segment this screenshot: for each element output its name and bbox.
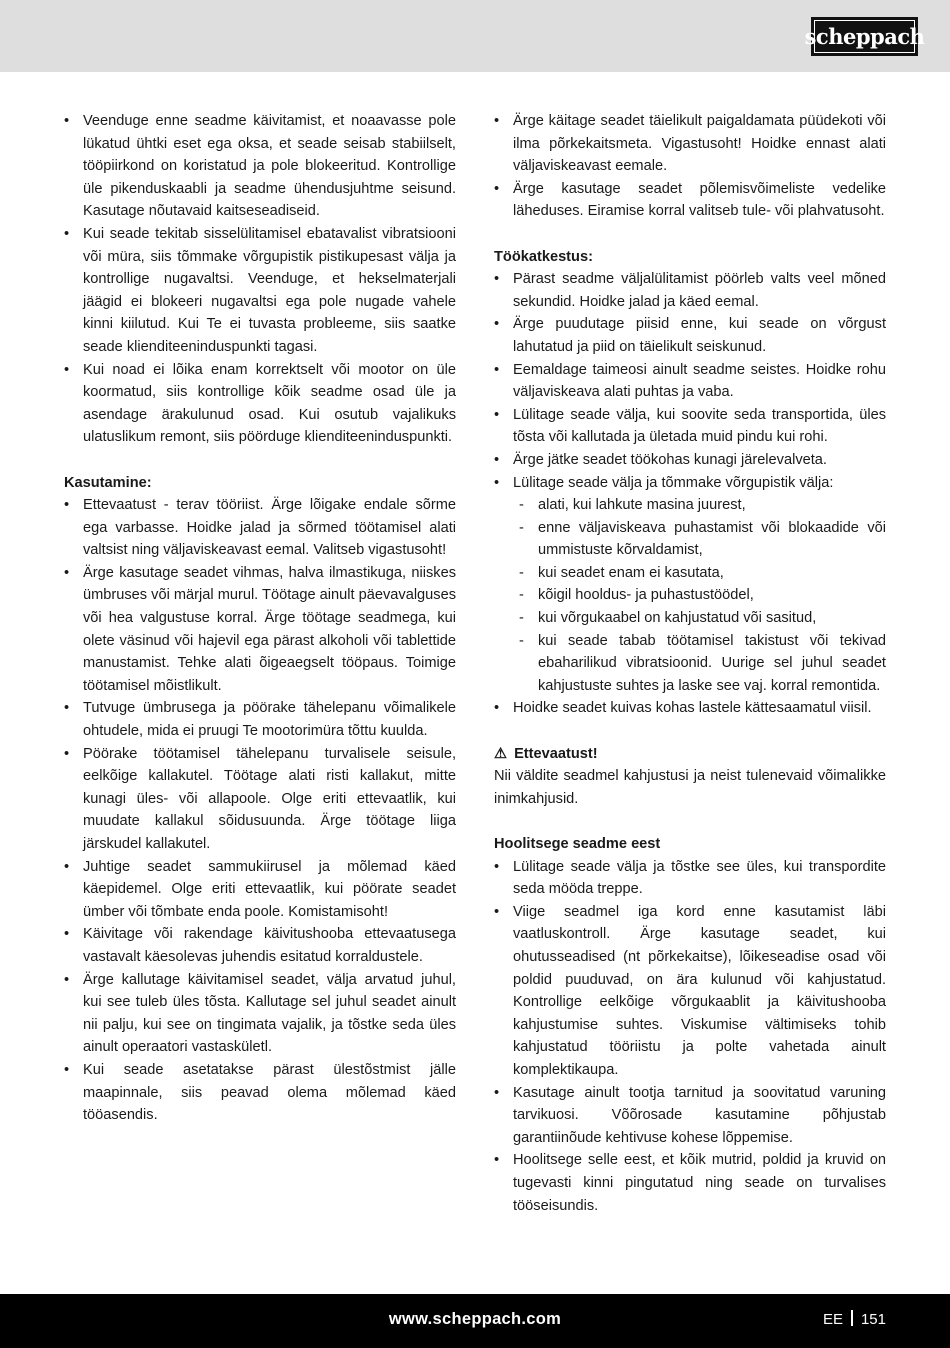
list-item: • Pärast seadme väljalülitamist pöörleb valts veel mõned sekundid. Hoidke jalad ja käed eemal. <box>494 268 886 313</box>
right-intro-list <box>494 110 886 223</box>
caution-heading-text: Ettevaatust! <box>514 745 598 762</box>
sub-list-item: - kui seade tabab töötamisel takistust või tekivad ebaharilikud vibratsioonid. Uurige sel juhul seadet kahjustuste suhtes ja laske see vaj. korral remontida. <box>519 630 886 698</box>
sub-list-item: - enne väljaviskeava puhastamist või blokaadide või ummistuste kõrvaldamist, <box>519 517 886 562</box>
list-item: • Lülitage seade välja, kui soovite seda transportida, üles tõsta või kallutada ja ületada muid pindu kui rohi. <box>494 404 886 449</box>
list-item: • Juhtige seadet sammukiirusel ja mõlemad käed käepidemel. Olge eriti ettevaatlik, kui pöörate seadet ümber või tõmbate enda poole. Komistamisoht! <box>64 856 456 924</box>
list-item: • Ärge jätke seadet töökohas kunagi järelevalveta. <box>494 449 886 472</box>
page-indicator <box>823 1310 886 1328</box>
sub-list-item: - kui seadet enam ei kasutata, <box>519 562 886 585</box>
left-column <box>64 110 456 1127</box>
footer-bar <box>0 1294 950 1348</box>
language-code: EE <box>822 1311 843 1328</box>
list-item: • Veenduge enne seadme käivitamist, et noaavasse pole lükatud ühtki eset ega oksa, et seade seisab stabiilselt, tööpiirkond on koristatud ja pole blokeeritud. Kontrollige üle pikenduskaabli ja seadme ühendusjuhtme seisund. Kasutage nõutavaid kaitseseadiseid. <box>64 110 456 223</box>
list-item: • Kui seade tekitab sisselülitamisel ebatavalist vibratsiooni või müra, siis tõmmake võrgupistik pistikupesast välja ja kontrollige nugavaltsi. Veenduge, et hekselmaterjali jäägid ei blokeeri nugavaltsi ega pole nugade vahele kinni kiilutud. Kui Te ei tuvasta probleeme, siis saatke seade klienditeeninduspunkti tagasi. <box>64 223 456 359</box>
list-item: • Pöörake töötamisel tähelepanu turvalisele seisule, eelkõige kallakutel. Töötage alati risti kallakut, mitte kunagi üles- või allapoole. Olge eriti ettevaatlik, kui muudate kallakul sõidusuunda. Ärge töötage liiga järskudel kallakutel. <box>64 743 456 856</box>
usage-list <box>64 494 456 1127</box>
sub-list-item: - kõigil hooldus- ja puhastustöödel, <box>519 584 886 607</box>
caution-heading <box>494 743 886 766</box>
list-item-text: Lülitage seade välja ja tõmmake võrgupistik välja: <box>513 474 834 491</box>
list-item: • Ettevaatust - terav tööriist. Ärge lõigake endale sõrme ega varbasse. Hoidke jalad ja sõrmed töötamisel alati valtsist ning väljaviskeavast eemal. Valitseb vigastusoht! <box>64 494 456 562</box>
list-item: • Viige seadmel iga kord enne kasutamist läbi vaatluskontroll. Ärge kasutage seadet, kui ohutusseadised (nt põrkekaitse), lõikeseadise osad või poldid puuduvad, on ära kulunud või kahjustatud. Kontrollige eelkõige võrgukaablit ja käivitushooba kahjustumise suhtes. Viskumise vältimiseks tohib kahjustatud tööriistu ja polte vahetada ainult komplektikaupa. <box>494 901 886 1082</box>
list-item: • Ärge kasutage seadet põlemisvõimeliste vedelike läheduses. Eiramise korral valitseb tule- või plahvatusoht. <box>494 178 886 223</box>
sub-list-item: - alati, kui lahkute masina juurest, <box>519 494 886 517</box>
care-list <box>494 856 886 1218</box>
list-item: • Ärge kallutage käivitamisel seadet, välja arvatud juhul, kui see tuleb üles tõsta. Kallutage sel juhul seadet ainult nii palju, kui see on tingimata vajalik, ja tõstke seda üles ainult operaatori vastaskületl. <box>64 969 456 1059</box>
list-item: • Kasutage ainult tootja tarnitud ja soovitatud varuning tarvikuosi. Võõrosade kasutamine põhjustab garantiinõude kehtivuse kohese lõppemise. <box>494 1082 886 1150</box>
sub-list-item: - kui võrgukaabel on kahjustatud või sasitud, <box>519 607 886 630</box>
list-item: • Ärge kasutage seadet vihmas, halva ilmastikuga, niiskes ümbruses või märjal murul. Töötage ainult päevavalguses või hea valgustuse korral. Ärge töötage seadmega, kui olete väsinud või hajevil ega pärast alkoholi või tablettide manustamist. Tehke alati õigeaegselt tööpaus. Toimige töötamisel mõistlikult. <box>64 562 456 698</box>
list-item: • Hoolitsege selle eest, et kõik mutrid, poldid ja kruvid on tugevasti kinni pingutatud ning seade on turvalises tööseisundis. <box>494 1149 886 1217</box>
caution-text: Nii väldite seadmel kahjustusi ja neist tulenevaid võimalikke inimkahjusid. <box>494 768 886 807</box>
section-heading-care: Hoolitsege seadme eest <box>494 836 661 852</box>
page-number: 151 <box>860 1311 886 1328</box>
right-column <box>494 110 886 1217</box>
list-item: • Ärge käitage seadet täielikult paigaldamata püüdekoti või ilma põrkekaitsmeta. Vigastusoht! Hoidke ennast alati väljaviskeavast eemale. <box>494 110 886 178</box>
section-heading-shutdown: Töökatkestus: <box>494 248 593 265</box>
section-heading-usage: Kasutamine: <box>64 474 152 491</box>
page-separator <box>851 1310 853 1326</box>
list-item: • Ärge puudutage piisid enne, kui seade on võrgust lahutatud ja piid on täielikult seiskunud. <box>494 313 886 358</box>
footer-website-link[interactable]: www.scheppach.com <box>388 1310 562 1328</box>
list-item: • Kui seade asetatakse pärast ülestõstmist jälle maapinnale, siis peavad olema mõlemad käed tööasendis. <box>64 1059 456 1127</box>
list-item: • Kui noad ei lõika enam korrektselt või mootor on üle koormatud, siis kontrollige kõik seadme osad üle ja asendage ärakulunud osad. Kui osutub vajalikuks ulatuslikum remont, siis pöörduge klienditeeninduspunkti. <box>64 359 456 449</box>
logo-text: scheppach <box>804 24 925 49</box>
list-item: • Käivitage või rakendage käivitushooba ettevaatusega vastavalt käesolevas juhendis esitatud korraldustele. <box>64 923 456 968</box>
left-intro-list <box>64 110 456 449</box>
shutdown-list <box>494 268 886 720</box>
list-item: • Tutvuge ümbrusega ja pöörake tähelepanu võimalikele ohtudele, mida ei pruugi Te mootorimüra tõttu kuulda. <box>64 697 456 742</box>
list-item <box>494 472 886 698</box>
brand-logo <box>804 17 925 56</box>
list-item: • Lülitage seade välja ja tõstke see üles, kui transpordite seda mööda treppe. <box>494 856 886 901</box>
warning-triangle-icon: ⚠ <box>494 745 508 762</box>
list-item: • Hoidke seadet kuivas kohas lastele kättesaamatul viisil. <box>494 697 886 720</box>
shutdown-sublist <box>519 494 886 697</box>
list-item: • Eemaldage taimeosi ainult seadme seistes. Hoidke rohu väljaviskeava alati puhtas ja vaba. <box>494 359 886 404</box>
